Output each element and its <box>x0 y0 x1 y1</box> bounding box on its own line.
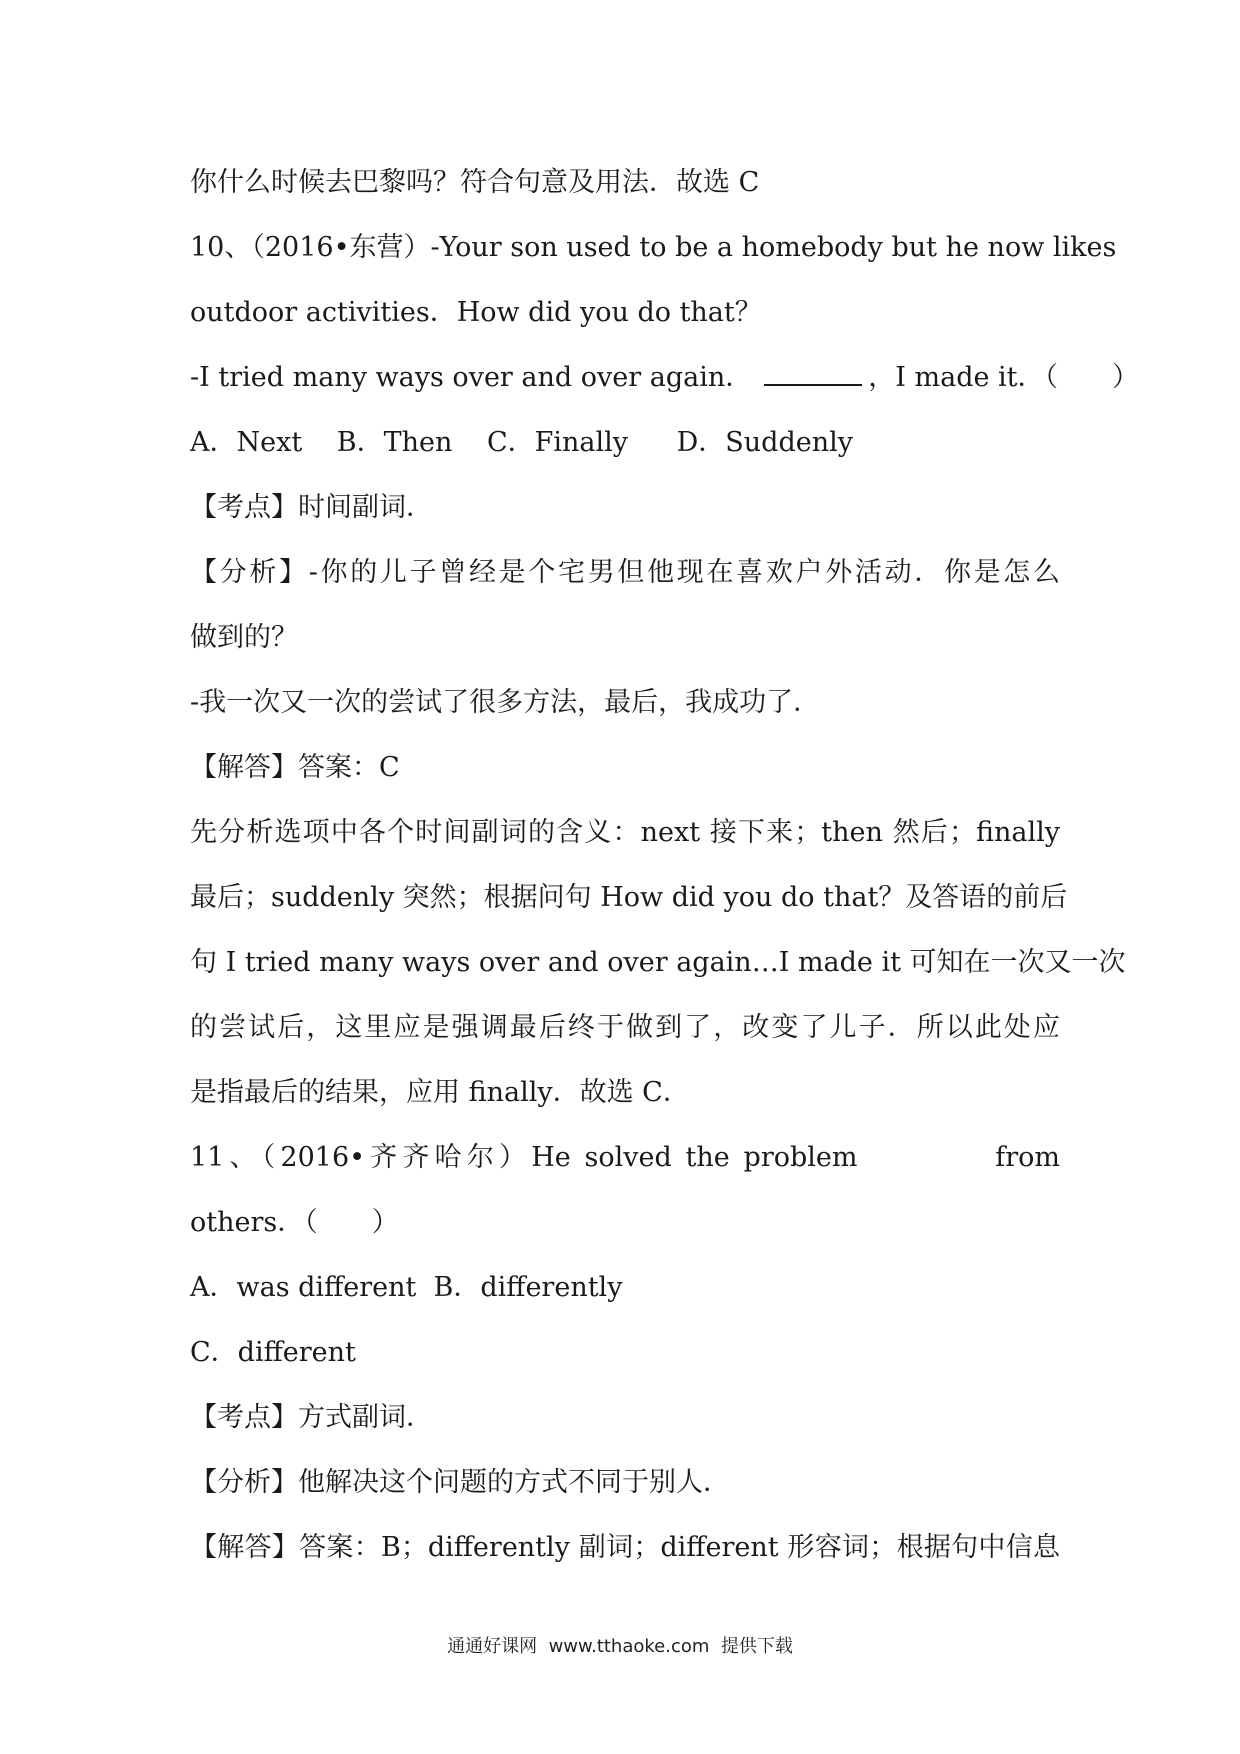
question-11-option-c: C．different <box>190 1337 356 1368</box>
option-d: D．Suddenly <box>676 427 853 458</box>
question-10-options <box>190 410 1060 475</box>
page-footer: 通通好课网 www.tthaoke.com 提供下载 <box>447 1636 793 1657</box>
answer-before-blank: -I tried many ways over and over again． <box>190 362 753 393</box>
text-line: 是指最后的结果，应用 finally．故选 C． <box>190 1077 690 1108</box>
text-line: 【解答】答案：C <box>190 752 400 783</box>
answer-after-blank: ，I made it．（ ） <box>868 362 1140 393</box>
text-line: 【分析】他解决这个问题的方式不同于别人． <box>190 1467 730 1498</box>
text-line: 先分析选项中各个时间副词的含义：next 接下来；then 然后；finally <box>190 817 1060 848</box>
text-line: 【解答】答案：B；differently 副词；different 形容词；根据句中信息 <box>190 1532 1060 1563</box>
text-line: 你什么时候去巴黎吗？符合句意及用法．故选 C <box>190 167 760 198</box>
document-page <box>190 150 1140 1580</box>
answer-blank <box>764 362 862 386</box>
text-line: outdoor activities．How did you do that？ <box>190 297 762 328</box>
option-a: A．Next <box>190 427 303 458</box>
question-10-answer-line <box>190 345 1140 410</box>
text-line: -我一次又一次的尝试了很多方法，最后，我成功了． <box>190 687 821 718</box>
question-11-options-ab: A．was different B．differently <box>190 1272 623 1303</box>
option-c: C．Finally <box>486 427 629 458</box>
question-11-stem: 11、（2016•齐齐哈尔）He solved the problem from <box>190 1142 1060 1173</box>
text-line: 最后；suddenly 突然；根据问句 How did you do that？及答语的前后 <box>190 882 1068 913</box>
question-10-stem: 10、（2016•东营）-Your son used to be a homebody but he now likes <box>190 232 1117 263</box>
text-line: others．（ ） <box>190 1207 399 1238</box>
text-line: 的尝试后，这里应是强调最后终于做到了，改变了儿子．所以此处应 <box>190 1012 1060 1043</box>
text-line: 【考点】时间副词． <box>190 492 433 523</box>
option-b: B．Then <box>336 427 453 458</box>
text-line: 【考点】方式副词． <box>190 1402 433 1433</box>
text-line: 做到的？ <box>190 622 298 653</box>
text-line: 句 I tried many ways over and over again…I made it 可知在一次又一次 <box>190 947 1126 978</box>
text-line: 【分析】-你的儿子曾经是个宅男但他现在喜欢户外活动．你是怎么 <box>190 557 1060 588</box>
